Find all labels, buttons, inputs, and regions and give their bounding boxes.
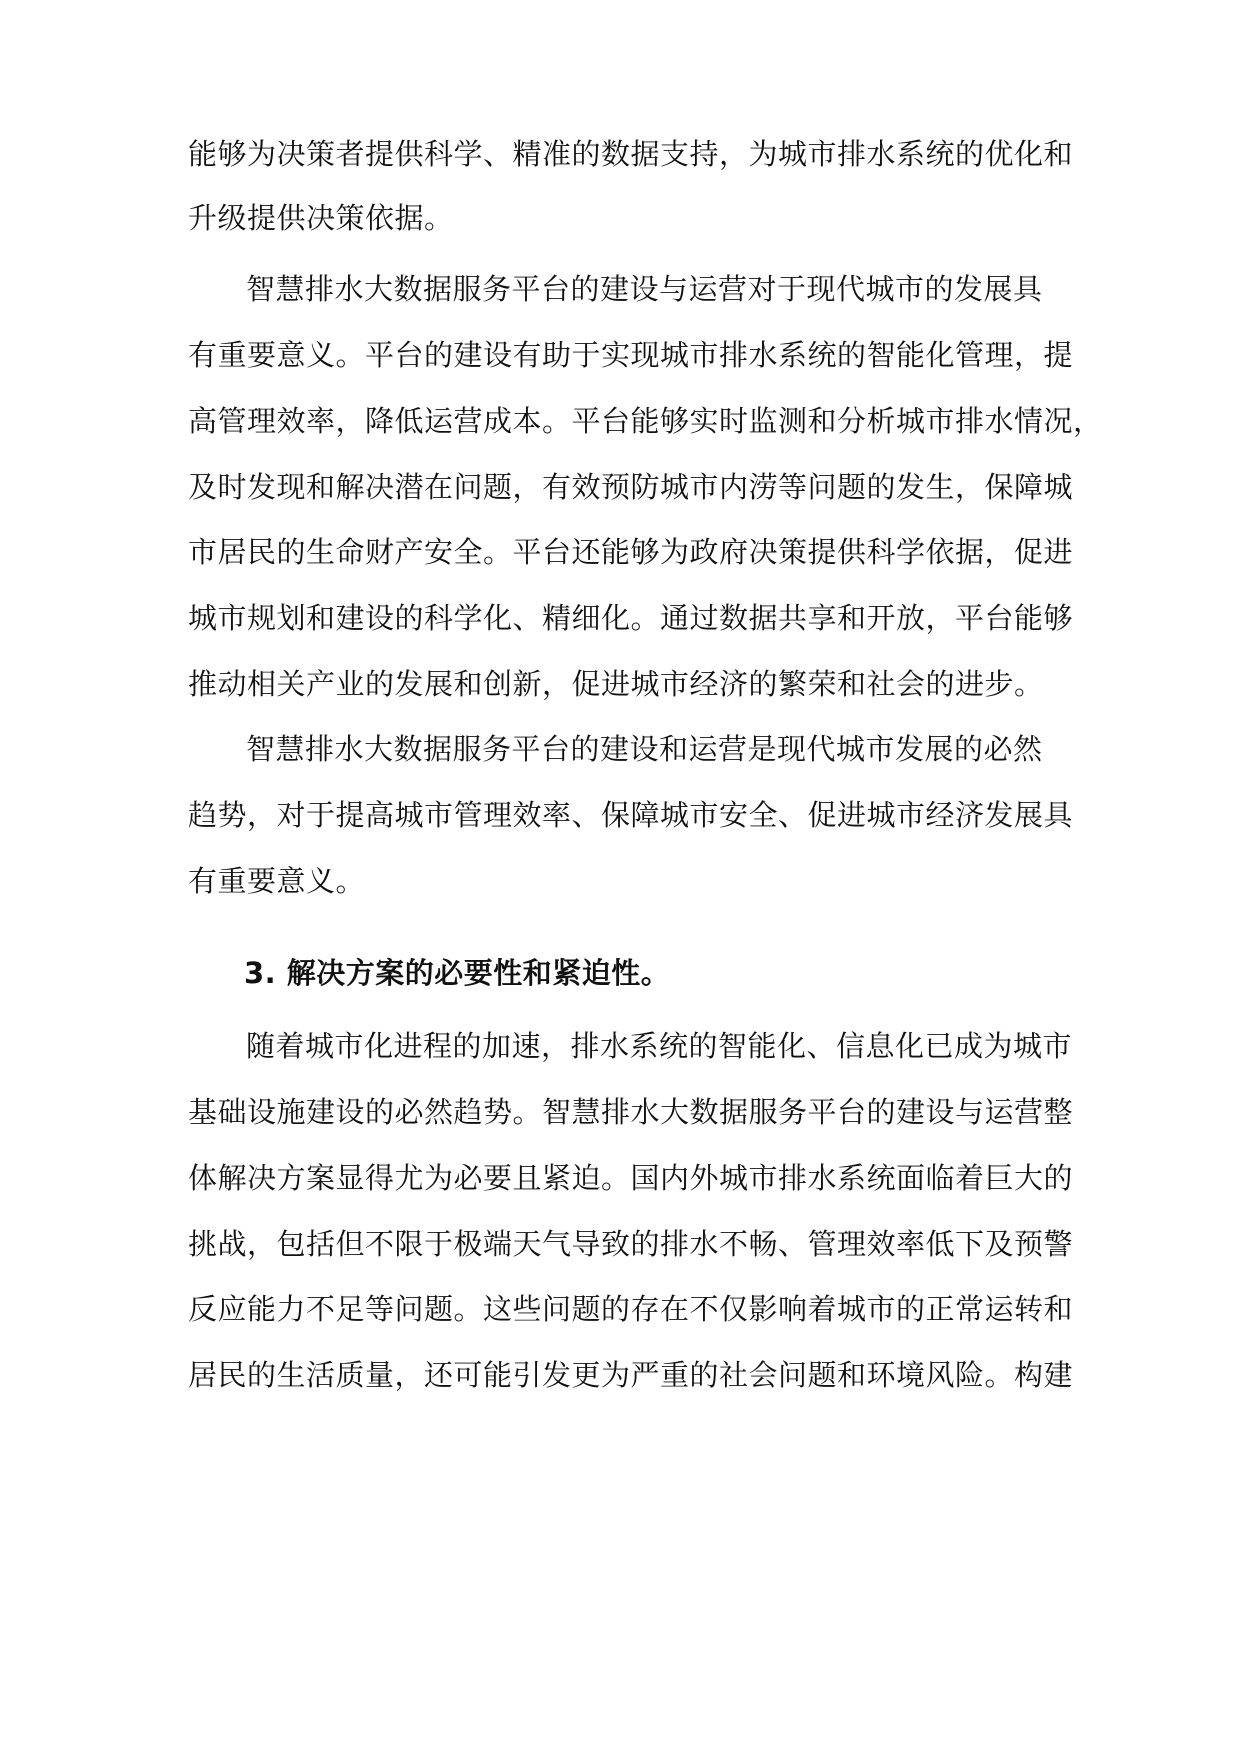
paragraph-first-line: 智慧排水大数据服务平台的建设和运营是现代城市发展的必然 xyxy=(246,732,1043,766)
text-line: 有重要意义。 xyxy=(188,864,366,898)
text-line: 高管理效率，降低运营成本。平台能够实时监测和分析城市排水情况， xyxy=(188,404,1103,438)
section-heading: 3. 解决方案的必要性和紧迫性。 xyxy=(244,956,671,990)
text-line: 城市规划和建设的科学化、精细化。通过数据共享和开放，平台能够 xyxy=(188,601,1074,635)
text-line: 升级提供决策依据。 xyxy=(188,201,454,235)
paragraph-first-line: 随着城市化进程的加速，排水系统的智能化、信息化已成为城市 xyxy=(246,1029,1073,1063)
text-line: 及时发现和解决潜在问题，有效预防城市内涝等问题的发生，保障城 xyxy=(188,470,1074,504)
text-line: 市居民的生命财产安全。平台还能够为政府决策提供科学依据，促进 xyxy=(188,535,1074,569)
text-line: 基础设施建设的必然趋势。智慧排水大数据服务平台的建设与运营整 xyxy=(188,1095,1074,1129)
text-line: 有重要意义。平台的建设有助于实现城市排水系统的智能化管理，提 xyxy=(188,338,1074,372)
text-line: 反应能力不足等问题。这些问题的存在不仅影响着城市的正常运转和 xyxy=(188,1292,1074,1326)
text-line: 推动相关产业的发展和创新，促进城市经济的繁荣和社会的进步。 xyxy=(188,667,1044,701)
paragraph-first-line: 智慧排水大数据服务平台的建设与运营对于现代城市的发展具 xyxy=(246,272,1043,306)
text-line: 居民的生活质量，还可能引发更为严重的社会问题和环境风险。构建 xyxy=(188,1358,1074,1392)
text-line: 体解决方案显得尤为必要且紧迫。国内外城市排水系统面临着巨大的 xyxy=(188,1161,1074,1195)
text-line: 趋势，对于提高城市管理效率、保障城市安全、促进城市经济发展具 xyxy=(188,798,1074,832)
text-line: 能够为决策者提供科学、精准的数据支持，为城市排水系统的优化和 xyxy=(188,137,1074,171)
text-line: 挑战，包括但不限于极端天气导致的排水不畅、管理效率低下及预警 xyxy=(188,1227,1074,1261)
